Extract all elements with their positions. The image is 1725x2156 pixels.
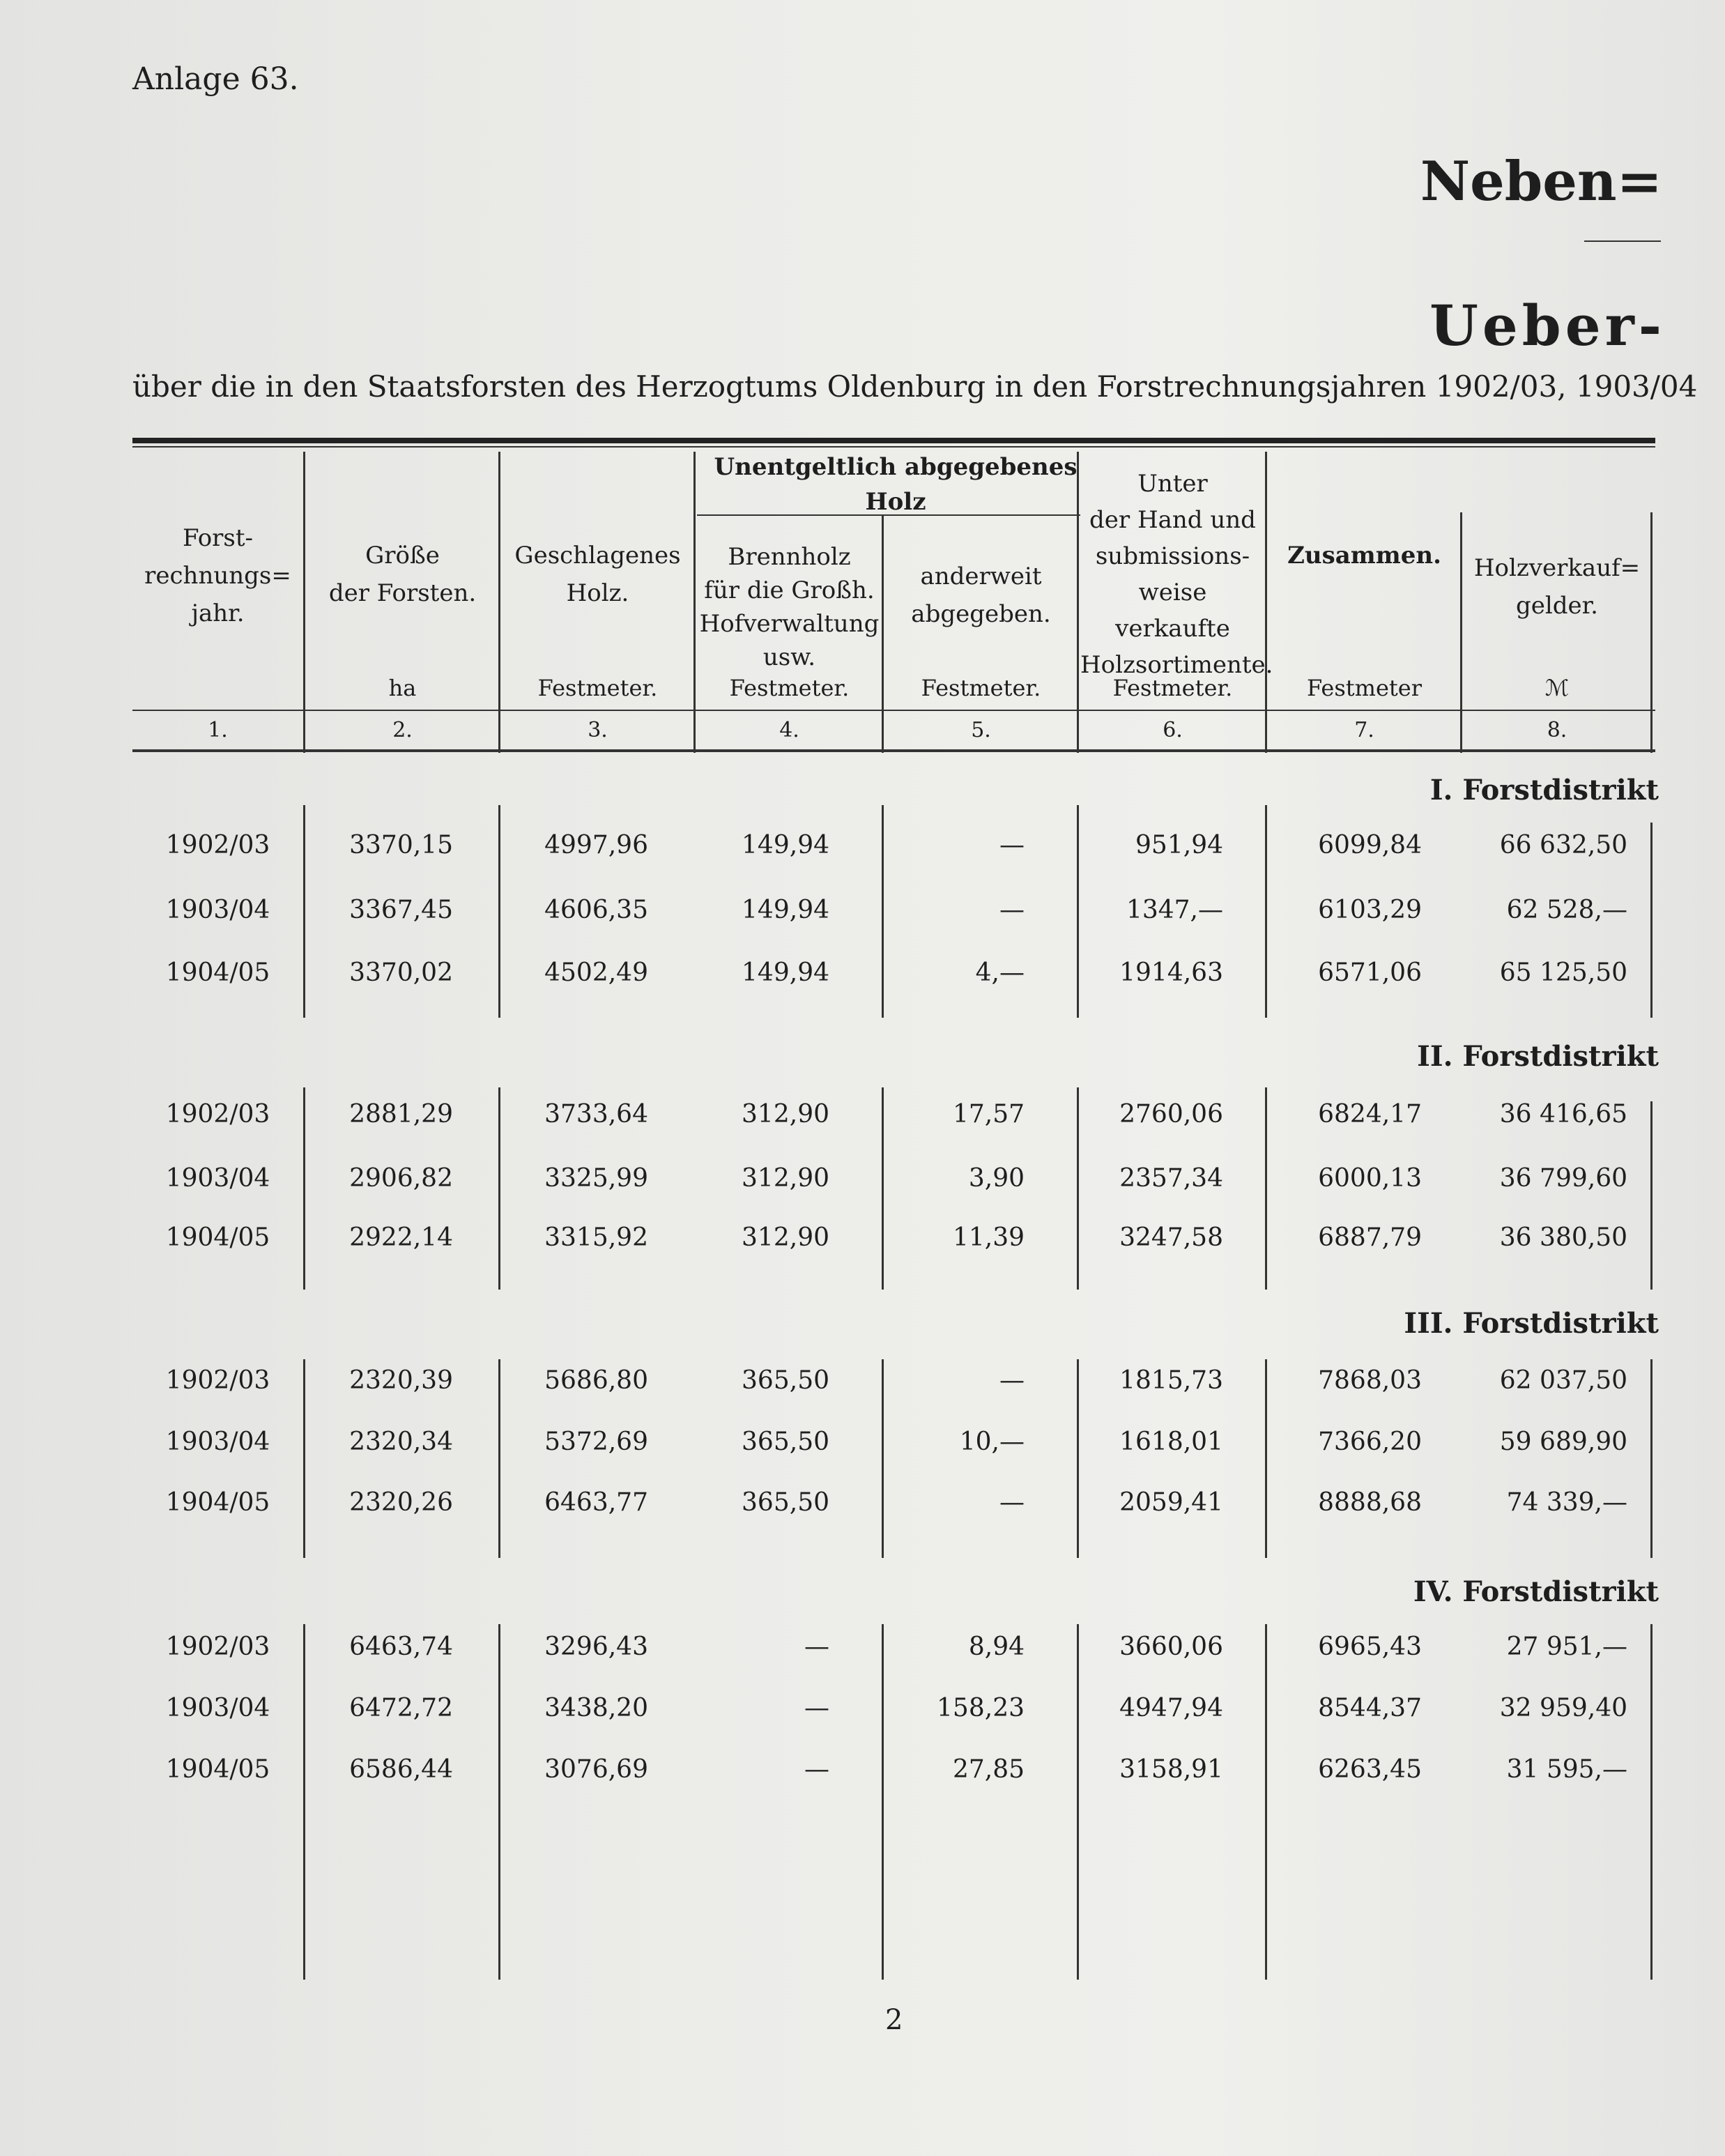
unit-brennholz: Festmeter.	[729, 675, 850, 701]
cell-brennholz: 312,90	[742, 1164, 829, 1193]
cell-year: 1902/03	[165, 1366, 270, 1395]
cell-size: 2906,82	[349, 1164, 453, 1193]
table-top-rule-thin	[132, 446, 1655, 448]
cell-size: 6463,74	[349, 1633, 453, 1661]
cell-zusammen: 6263,45	[1318, 1755, 1422, 1784]
cell-size: 6586,44	[349, 1755, 453, 1784]
cell-zusammen: 7366,20	[1318, 1428, 1422, 1456]
cell-cut: 5686,80	[544, 1366, 648, 1395]
district-label-4: IV. Forstdistrikt	[1413, 1575, 1659, 1608]
col-sep-3	[693, 452, 696, 753]
cell-geld: 36 416,65	[1499, 1100, 1627, 1129]
cell-anderweit: —	[999, 896, 1025, 924]
cell-geld: 32 959,40	[1499, 1694, 1627, 1722]
body-sep	[498, 1087, 500, 1290]
col-sep-1	[303, 452, 305, 753]
header-group: Unentgeltlich abgegebenes Holz	[714, 453, 1078, 516]
cell-size: 2881,29	[349, 1100, 453, 1129]
cell-cut: 3296,43	[544, 1633, 648, 1661]
cell-brennholz: 365,50	[742, 1366, 829, 1395]
title-part-1: Neben=	[1420, 150, 1662, 213]
cell-verkauft: 3158,91	[1119, 1755, 1223, 1784]
cell-verkauft: 2357,34	[1119, 1164, 1223, 1193]
cell-brennholz: 312,90	[742, 1100, 829, 1129]
body-sep	[1265, 1624, 1267, 1980]
colnum-8: 8.	[1547, 718, 1567, 742]
cell-anderweit: 10,—	[959, 1428, 1025, 1456]
body-sep	[1265, 805, 1267, 1018]
cell-anderweit: 3,90	[968, 1164, 1025, 1193]
cell-geld: 74 339,—	[1506, 1488, 1627, 1517]
col-sep-2	[498, 452, 500, 753]
body-sep	[303, 805, 305, 1018]
cell-cut: 3733,64	[544, 1100, 648, 1129]
cell-year: 1903/04	[165, 1428, 270, 1456]
body-sep	[882, 1624, 884, 1980]
cell-zusammen: 6965,43	[1318, 1633, 1422, 1661]
cell-brennholz: —	[804, 1755, 829, 1784]
cell-zusammen: 6000,13	[1318, 1164, 1422, 1193]
district-label-3: III. Forstdistrikt	[1404, 1307, 1659, 1340]
cell-year: 1902/03	[165, 1633, 270, 1661]
cell-cut: 4606,35	[544, 896, 648, 924]
cell-geld: 62 528,—	[1506, 896, 1627, 924]
colnum-2: 2.	[392, 718, 413, 742]
body-sep	[882, 1087, 884, 1290]
cell-zusammen: 6824,17	[1318, 1100, 1422, 1129]
cell-brennholz: 149,94	[742, 958, 829, 987]
cell-verkauft: 4947,94	[1119, 1694, 1223, 1722]
cell-year: 1903/04	[165, 1694, 270, 1722]
cell-geld: 62 037,50	[1499, 1366, 1627, 1395]
page-number: 2	[885, 2004, 903, 2036]
header-size: Größe der Forsten.	[328, 542, 477, 607]
cell-zusammen: 8544,37	[1318, 1694, 1422, 1722]
body-sep	[1650, 1359, 1653, 1558]
cell-size: 3370,15	[349, 831, 453, 859]
cell-cut: 3076,69	[544, 1755, 648, 1784]
subtitle: über die in den Staatsforsten des Herzogtums Oldenburg in den Forstrechnungsjahren 1902/03, 1903/04	[132, 369, 1698, 404]
body-sep	[1265, 1359, 1267, 1558]
column-number-divider	[132, 749, 1655, 752]
cell-verkauft: 2059,41	[1119, 1488, 1223, 1517]
body-sep	[1077, 1624, 1079, 1980]
col-sep-4	[882, 516, 884, 753]
cell-cut: 6463,77	[544, 1488, 648, 1517]
cell-verkauft: 1347,—	[1126, 896, 1223, 924]
unit-geld: ℳ	[1544, 675, 1570, 701]
cell-zusammen: 6099,84	[1318, 831, 1422, 859]
body-sep	[303, 1087, 305, 1290]
cell-anderweit: 27,85	[952, 1755, 1025, 1784]
cell-year: 1904/05	[165, 958, 270, 987]
cell-size: 3367,45	[349, 896, 453, 924]
cell-year: 1902/03	[165, 831, 270, 859]
cell-verkauft: 1618,01	[1119, 1428, 1223, 1456]
cell-year: 1902/03	[165, 1100, 270, 1129]
cell-verkauft: 2760,06	[1119, 1100, 1223, 1129]
district-label-1: I. Forstdistrikt	[1429, 774, 1659, 806]
cell-size: 3370,02	[349, 958, 453, 987]
cell-geld: 66 632,50	[1499, 831, 1627, 859]
body-sep	[1650, 1624, 1653, 1980]
cell-cut: 3315,92	[544, 1223, 648, 1252]
cell-anderweit: 8,94	[968, 1633, 1025, 1661]
cell-verkauft: 3247,58	[1119, 1223, 1223, 1252]
body-sep	[498, 805, 500, 1018]
cell-cut: 4502,49	[544, 958, 648, 987]
cell-year: 1904/05	[165, 1755, 270, 1784]
cell-geld: 36 799,60	[1499, 1164, 1627, 1193]
cell-anderweit: —	[999, 831, 1025, 859]
cell-geld: 65 125,50	[1499, 958, 1627, 987]
annex-label: Anlage 63.	[132, 61, 299, 97]
cell-anderweit: 4,—	[975, 958, 1025, 987]
unit-cut: Festmeter.	[537, 675, 658, 701]
table-top-rule	[132, 438, 1655, 443]
body-sep	[1650, 823, 1653, 1018]
cell-geld: 59 689,90	[1499, 1428, 1627, 1456]
cell-size: 2922,14	[349, 1223, 453, 1252]
cell-verkauft: 951,94	[1135, 831, 1223, 859]
cell-year: 1903/04	[165, 896, 270, 924]
col-sep-8	[1650, 512, 1653, 753]
cell-geld: 36 380,50	[1499, 1223, 1627, 1252]
col-sep-7	[1460, 512, 1462, 753]
district-label-2: II. Forstdistrikt	[1417, 1040, 1659, 1073]
cell-size: 2320,34	[349, 1428, 453, 1456]
cell-brennholz: 149,94	[742, 831, 829, 859]
cell-cut: 5372,69	[544, 1428, 648, 1456]
cell-zusammen: 8888,68	[1318, 1488, 1422, 1517]
header-verkauft: Unter der Hand und submissions- weise verkaufte Holzsortimente.	[1080, 470, 1273, 679]
cell-zusammen: 7868,03	[1318, 1366, 1422, 1395]
cell-anderweit: —	[999, 1488, 1025, 1517]
header-year: Forst- rechnungs= jahr.	[144, 524, 291, 627]
colnum-7: 7.	[1354, 718, 1374, 742]
cell-cut: 3325,99	[544, 1164, 648, 1193]
header-geld: Holzverkauf= gelder.	[1473, 554, 1641, 620]
cell-brennholz: —	[804, 1694, 829, 1722]
body-sep	[303, 1624, 305, 1980]
unit-verkauft: Festmeter.	[1112, 675, 1233, 701]
unit-anderweit: Festmeter.	[921, 675, 1041, 701]
cell-year: 1904/05	[165, 1488, 270, 1517]
title-part-2: Ueber-	[1429, 293, 1666, 358]
body-sep	[1650, 1101, 1653, 1290]
title-rule	[1584, 240, 1661, 242]
col-sep-6	[1265, 452, 1267, 753]
cell-brennholz: 312,90	[742, 1223, 829, 1252]
colnum-5: 5.	[971, 718, 991, 742]
cell-geld: 31 595,—	[1506, 1755, 1627, 1784]
cell-size: 2320,26	[349, 1488, 453, 1517]
header-brennholz: Brennholz für die Großh. Hofverwaltung usw.	[699, 543, 880, 671]
cell-zusammen: 6103,29	[1318, 896, 1422, 924]
cell-brennholz: 365,50	[742, 1488, 829, 1517]
cell-zusammen: 6887,79	[1318, 1223, 1422, 1252]
colnum-3: 3.	[588, 718, 608, 742]
cell-verkauft: 3660,06	[1119, 1633, 1223, 1661]
cell-anderweit: 17,57	[952, 1100, 1025, 1129]
colnum-4: 4.	[779, 718, 799, 742]
cell-anderweit: 11,39	[952, 1223, 1025, 1252]
body-sep	[498, 1359, 500, 1558]
cell-cut: 4997,96	[544, 831, 648, 859]
header-divider	[132, 710, 1655, 711]
body-sep	[882, 1359, 884, 1558]
header-cut: Geschlagenes Holz.	[514, 542, 681, 607]
body-sep	[498, 1624, 500, 1980]
cell-anderweit: 158,23	[937, 1694, 1025, 1722]
body-sep	[882, 805, 884, 1018]
cell-size: 6472,72	[349, 1694, 453, 1722]
cell-brennholz: 365,50	[742, 1428, 829, 1456]
cell-verkauft: 1914,63	[1119, 958, 1223, 987]
body-sep	[303, 1359, 305, 1558]
header-anderweit: anderweit abgegeben.	[911, 563, 1051, 628]
cell-brennholz: —	[804, 1633, 829, 1661]
header-zusammen: Zusammen.	[1287, 542, 1441, 569]
body-sep	[1265, 1087, 1267, 1290]
cell-anderweit: —	[999, 1366, 1025, 1395]
colnum-1: 1.	[208, 718, 228, 742]
cell-brennholz: 149,94	[742, 896, 829, 924]
cell-verkauft: 1815,73	[1119, 1366, 1223, 1395]
cell-geld: 27 951,—	[1506, 1633, 1627, 1661]
cell-zusammen: 6571,06	[1318, 958, 1422, 987]
unit-size: ha	[388, 675, 417, 701]
cell-size: 2320,39	[349, 1366, 453, 1395]
cell-cut: 3438,20	[544, 1694, 648, 1722]
unit-zusammen: Festmeter	[1306, 675, 1423, 701]
colnum-6: 6.	[1163, 718, 1183, 742]
cell-year: 1903/04	[165, 1164, 270, 1193]
cell-year: 1904/05	[165, 1223, 270, 1252]
